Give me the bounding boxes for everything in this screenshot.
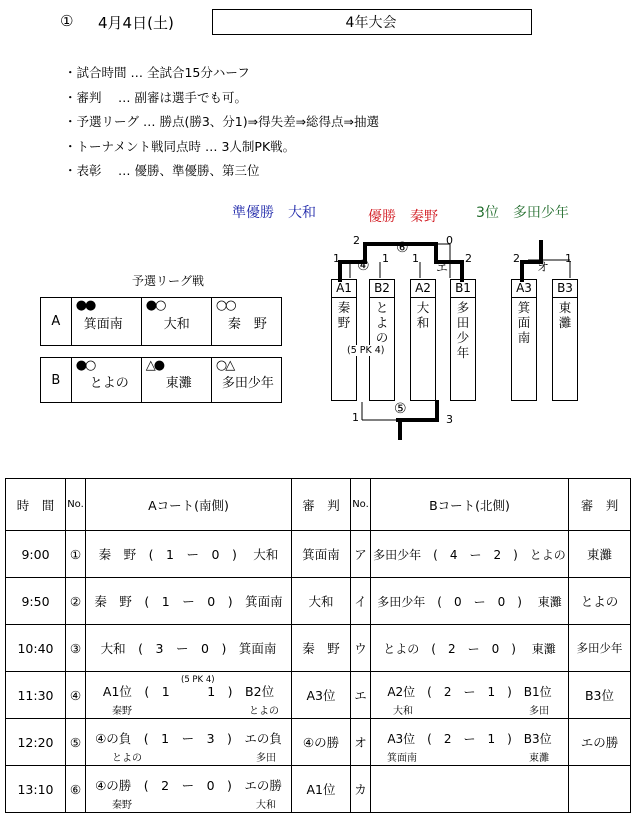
header-court-b: Bコート(北側) xyxy=(371,479,569,531)
bracket-slot xyxy=(410,279,436,401)
rule-league: ・予選リーグ … 勝点(勝3、分1)⇒得失差⇒総得点⇒抽選 xyxy=(64,114,380,129)
table-header-row xyxy=(6,479,631,531)
team-sub-right: 大和 xyxy=(256,800,276,811)
match-time: 10:40 xyxy=(6,625,66,672)
team-sub-right: 多田 xyxy=(256,753,276,764)
rule-awards: ・表彰 … 優勝、準優勝、第三位 xyxy=(64,163,260,178)
event-title: 4年大会 xyxy=(345,15,397,31)
group-label: A xyxy=(41,298,72,346)
match-marker-4: ④ xyxy=(357,258,370,274)
group-label: B xyxy=(41,358,72,403)
table-row xyxy=(6,578,631,625)
match-no-a: ⑤ xyxy=(66,719,86,766)
rule-tiebreak: ・トーナメント戦同点時 … 3人制PK戦。 xyxy=(64,139,296,154)
match-no-a: ④ xyxy=(66,672,86,719)
match-no-a: ③ xyxy=(66,625,86,672)
award-third: 3位 多田少年 xyxy=(476,205,569,221)
match-no-b: カ xyxy=(351,766,371,813)
score: 2 xyxy=(465,252,472,265)
score: 1 xyxy=(565,252,572,265)
match-b: A3位 ( 2 ー 1 ) B3位 xyxy=(387,731,552,746)
match-a: ④の負 ( 1 ー 3 ) エの負 xyxy=(95,731,282,746)
header-court-a: Aコート(南側) xyxy=(86,479,292,531)
slot-team: 大 和 xyxy=(416,300,430,330)
referee-a: ④の勝 xyxy=(292,719,351,766)
slot-label: B2 xyxy=(370,280,394,298)
slot-label: A3 xyxy=(512,280,536,298)
match-a: A1位 ( 1 1 ) B2位 xyxy=(102,684,275,699)
score: 1 xyxy=(412,252,419,265)
score: 3 xyxy=(446,413,453,426)
score: 2 xyxy=(353,234,360,247)
slot-label: B3 xyxy=(553,280,577,298)
match-a-cell xyxy=(86,766,292,813)
match-b-cell xyxy=(371,672,569,719)
referee-b: B3位 xyxy=(569,672,631,719)
team-sub-left: 箕面南 xyxy=(387,753,417,764)
referee-b: エの勝 xyxy=(569,719,631,766)
team-name: 多田少年 xyxy=(221,376,274,391)
match-marker-o: オ xyxy=(537,260,550,274)
match-no-a: ① xyxy=(66,531,86,578)
match-time: 11:30 xyxy=(6,672,66,719)
referee-a: 秦 野 xyxy=(292,625,351,672)
bracket-slot xyxy=(331,279,357,401)
match-time: 9:00 xyxy=(6,531,66,578)
event-number: ① xyxy=(60,12,74,30)
match-marker-6: ⑥ xyxy=(396,240,409,256)
match-a: 秦 野 ( 1 ー 0 ) 箕面南 xyxy=(86,578,292,625)
match-no-a: ② xyxy=(66,578,86,625)
bracket-slot xyxy=(450,279,476,401)
match-b xyxy=(371,766,569,813)
referee-a: 大和 xyxy=(292,578,351,625)
referee-b: 東灘 xyxy=(569,531,631,578)
rule-match-time: ・試合時間 … 全試合15分ハーフ xyxy=(64,65,250,80)
league-title: 予選リーグ戦 xyxy=(132,274,205,288)
referee-b: とよの xyxy=(569,578,631,625)
slot-label: A2 xyxy=(411,280,435,298)
team-name: 大和 xyxy=(163,317,190,332)
match-b: 多田少年 ( 0 ー 0 ) 東灘 xyxy=(371,578,569,625)
score: 1 xyxy=(382,252,389,265)
team-sub-right: とよの xyxy=(249,706,279,717)
table-row xyxy=(6,672,631,719)
slot-team: 多 田 少 年 xyxy=(456,300,470,360)
match-no-b: イ xyxy=(351,578,371,625)
header-ref-b: 審 判 xyxy=(569,479,631,531)
slot-team: 東 灘 xyxy=(558,300,572,330)
bracket-slot xyxy=(552,279,578,401)
slot-team: 秦 野 xyxy=(337,300,351,330)
match-no-b: オ xyxy=(351,719,371,766)
team-sub-right: 東灘 xyxy=(529,753,549,764)
referee-a: A3位 xyxy=(292,672,351,719)
table-row xyxy=(6,531,631,578)
header-time: 時 間 xyxy=(6,479,66,531)
team-name: とよの xyxy=(89,376,129,391)
score: 1 xyxy=(333,252,340,265)
match-a: 大和 ( 3 ー 0 ) 箕面南 xyxy=(86,625,292,672)
result-marks: ○○ xyxy=(215,298,235,313)
schedule-table xyxy=(5,478,631,813)
event-date: 4月4日(土) xyxy=(98,14,174,32)
team-name: 秦 野 xyxy=(227,317,267,332)
match-time: 13:10 xyxy=(6,766,66,813)
pk-note: (5 PK 4) xyxy=(347,345,385,356)
team-sub-left: とよの xyxy=(112,753,142,764)
score: 1 xyxy=(352,411,359,424)
match-b: 多田少年 ( 4 ー 2 ) とよの xyxy=(371,531,569,578)
match-time: 9:50 xyxy=(6,578,66,625)
match-no-b: ア xyxy=(351,531,371,578)
header-no-a: No. xyxy=(66,479,86,531)
match-marker-e: エ xyxy=(436,261,449,275)
table-row xyxy=(6,719,631,766)
result-marks: ●○ xyxy=(145,298,165,313)
rule-referee: ・審判 … 副審は選手でも可。 xyxy=(64,90,247,105)
team-sub-left: 大和 xyxy=(393,706,413,717)
match-time: 12:20 xyxy=(6,719,66,766)
match-b: A2位 ( 2 ー 1 ) B1位 xyxy=(387,684,552,699)
slot-label: B1 xyxy=(451,280,475,298)
result-marks: ●○ xyxy=(75,358,95,373)
match-a: 秦 野 ( 1 ー 0 ) 大和 xyxy=(86,531,292,578)
pk-superscript: (5 PK 4) xyxy=(181,675,215,685)
match-b: とよの ( 2 ー 0 ) 東灘 xyxy=(371,625,569,672)
award-winner: 優勝 秦野 xyxy=(368,209,438,225)
header-no-b: No. xyxy=(351,479,371,531)
bracket-slot xyxy=(369,279,395,401)
match-no-b: エ xyxy=(351,672,371,719)
match-marker-5: ⑤ xyxy=(394,401,407,417)
bracket-slot xyxy=(511,279,537,401)
match-a: ④の勝 ( 2 ー 0 ) エの勝 xyxy=(95,778,282,793)
score: 2 xyxy=(513,252,520,265)
referee-a: A1位 xyxy=(292,766,351,813)
team-name: 東灘 xyxy=(165,376,192,391)
match-no-a: ⑥ xyxy=(66,766,86,813)
referee-a: 箕面南 xyxy=(292,531,351,578)
match-b-cell xyxy=(371,719,569,766)
match-no-b: ウ xyxy=(351,625,371,672)
slot-team: 箕 面 南 xyxy=(517,300,531,345)
table-row xyxy=(6,625,631,672)
referee-b: 多田少年 xyxy=(569,625,631,672)
team-sub-right: 多田 xyxy=(529,706,549,717)
team-name: 箕面南 xyxy=(83,317,123,332)
match-a-cell xyxy=(86,672,292,719)
score: 0 xyxy=(446,234,453,247)
result-marks: ○△ xyxy=(215,358,234,373)
team-sub-left: 秦野 xyxy=(112,800,132,811)
header-ref-a: 審 判 xyxy=(292,479,351,531)
table-row xyxy=(6,766,631,813)
team-sub-left: 秦野 xyxy=(112,706,132,717)
result-marks: △● xyxy=(145,358,164,373)
award-runner-up: 準優勝 大和 xyxy=(232,205,316,221)
slot-label: A1 xyxy=(332,280,356,298)
match-a-cell xyxy=(86,719,292,766)
result-marks: ●● xyxy=(75,298,95,313)
slot-team: と よ の xyxy=(375,300,389,345)
referee-b xyxy=(569,766,631,813)
